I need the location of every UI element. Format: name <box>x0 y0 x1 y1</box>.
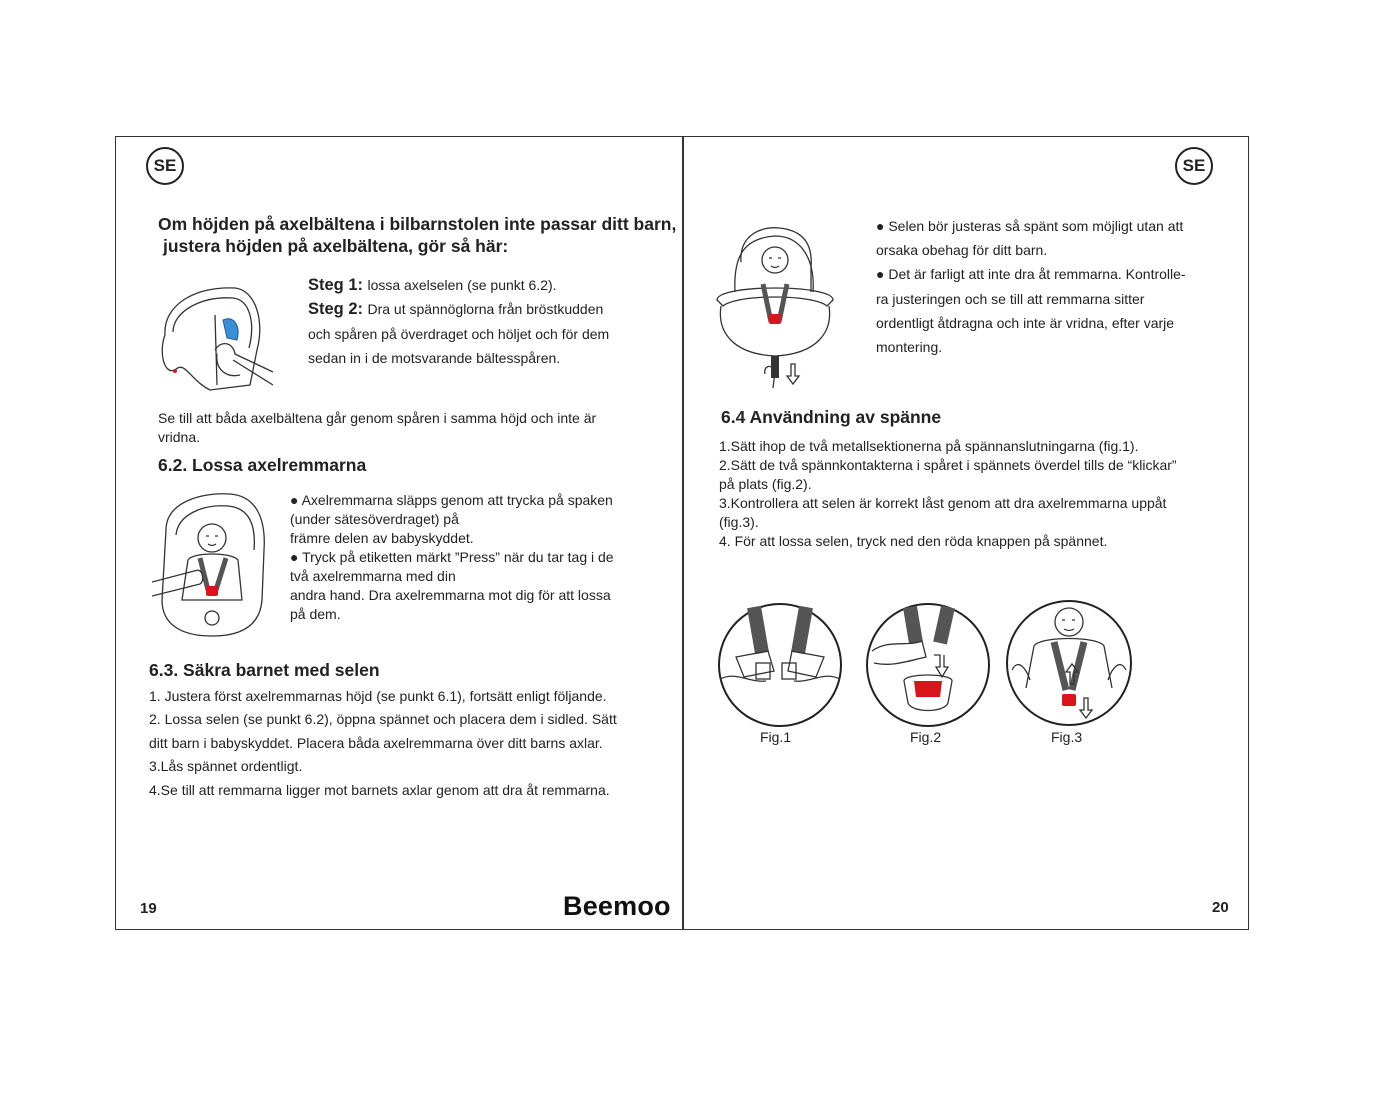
step2-row <box>308 300 603 319</box>
s63-line: 1. Justera först axelremmarnas höjd (se punkt 6.1), fortsätt enligt följande. <box>149 688 607 704</box>
warning-line: montering. <box>876 339 943 356</box>
s63-line: ditt barn i babyskyddet. Placera båda axelremmarna över ditt barns axlar. <box>149 734 603 751</box>
s62-line: ● Tryck på etiketten märkt ”Press” när du tar tag i de <box>290 549 614 565</box>
section-6-3-title: 6.3. Säkra barnet med selen <box>149 660 380 680</box>
page-number-right: 20 <box>1212 899 1229 916</box>
s63-line: 2. Lossa selen (se punkt 6.2), öppna spännet och placera dem i sidled. Sätt <box>149 711 617 728</box>
s62-line: främre delen av babyskyddet. <box>290 530 474 546</box>
step2-text-line1: Dra ut spännöglorna från bröstkudden <box>367 301 604 317</box>
s62-line: andra hand. Dra axelremmarna mot dig för att lossa <box>290 587 611 603</box>
s64-line: 2.Sätt de två spännkontakterna i spåret i spännets överdel tills de “klickar” <box>719 457 1177 473</box>
s64-line: 3.Kontrollera att selen är korrekt låst genom att dra axelremmarna uppåt <box>719 495 1167 511</box>
step2-label: Steg 2: <box>308 300 364 318</box>
s62-line: två axelremmarna med din <box>290 568 456 584</box>
warning-line: ● Selen bör justeras så spänt som möjligt utan att <box>876 218 1184 234</box>
s62-line: ● Axelremmarna släpps genom att trycka på spaken <box>290 492 613 508</box>
step1-text: lossa axelselen (se punkt 6.2). <box>367 277 557 293</box>
fig2-label: Fig.2 <box>910 729 942 745</box>
language-badge-left: SE <box>146 147 184 185</box>
fig1-illustration <box>716 601 844 729</box>
fig3-illustration <box>1004 598 1134 728</box>
warning-line: ra justeringen och se till att remmarna sitter <box>876 290 1145 307</box>
strap-note-line2: vridna. <box>158 429 201 445</box>
brand-logo: Beemoo <box>563 891 671 921</box>
fig1-label: Fig.1 <box>760 729 792 745</box>
s63-line: 4.Se till att remmarna ligger mot barnets axlar genom att dra åt remmarna. <box>149 781 610 798</box>
s63-line: 3.Lås spännet ordentligt. <box>149 758 303 775</box>
seat-adjust-illustration <box>155 280 280 400</box>
adjust-heading-line1: Om höjden på axelbältena i bilbarnstolen inte passar ditt barn, <box>158 214 677 234</box>
page-divider <box>682 136 684 930</box>
s62-line: (under sätesöverdraget) på <box>290 511 459 527</box>
step2-text-line2: och spåren på överdraget och höljet och för dem <box>308 326 610 342</box>
section-6-3-body <box>149 685 617 802</box>
s64-line: (fig.3). <box>719 514 759 530</box>
fig2-illustration <box>864 601 992 729</box>
s62-line: på dem. <box>290 606 341 622</box>
s64-line: på plats (fig.2). <box>719 476 812 492</box>
s64-line: 4. För att lossa selen, tryck ned den röda knappen på spännet. <box>719 533 1108 549</box>
section-6-4-body <box>719 437 1177 551</box>
step1-label: Steg 1: <box>308 276 364 294</box>
warning-line: ordentligt åtdragna och inte är vridna, efter varje <box>876 314 1175 331</box>
release-straps-illustration <box>152 490 272 640</box>
step1-row <box>308 276 557 295</box>
page-number-left: 19 <box>140 900 157 917</box>
warning-line: orsaka obehag för ditt barn. <box>876 242 1048 259</box>
warning-line: ● Det är farligt att inte dra åt remmarna. Kontrolle- <box>876 266 1186 283</box>
tighten-harness-illustration <box>713 222 838 392</box>
fig3-label: Fig.3 <box>1051 729 1083 745</box>
section-6-2-body <box>290 491 640 624</box>
adjust-heading-line2: justera höjden på axelbältena, gör så här: <box>163 236 509 256</box>
language-badge-right: SE <box>1175 147 1213 185</box>
step2-text-line3: sedan in i de motsvarande bältesspåren. <box>308 350 561 366</box>
strap-note-line1: Se till att båda axelbältena går genom spåren i samma höjd och inte är <box>158 410 597 426</box>
section-6-2-title: 6.2. Lossa axelremmarna <box>158 455 367 475</box>
section-6-4-title: 6.4 Användning av spänne <box>721 407 942 427</box>
harness-warnings <box>876 214 1207 359</box>
s64-line: 1.Sätt ihop de två metallsektionerna på spännanslutningarna (fig.1). <box>719 438 1139 454</box>
